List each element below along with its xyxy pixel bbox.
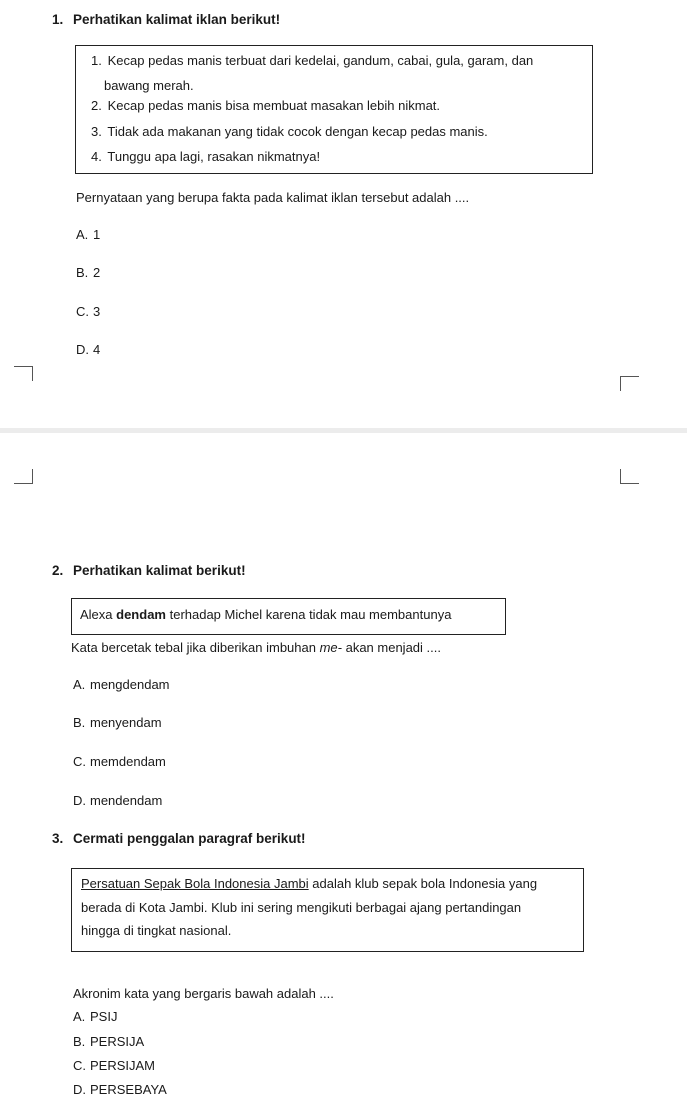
- q3-option-a[interactable]: A. PSIJ: [73, 1009, 118, 1024]
- q2-option-c[interactable]: C. memdendam: [73, 754, 166, 769]
- q1-item-3: 3. Tidak ada makanan yang tidak cocok dengan kecap pedas manis.: [91, 124, 488, 139]
- q1-option-c[interactable]: C. 3: [76, 304, 101, 319]
- q1-item-2: 2. Kecap pedas manis bisa membuat masakan lebih nikmat.: [91, 98, 441, 113]
- q1-item-4: 4. Tunggu apa lagi, rasakan nikmatnya!: [91, 149, 321, 164]
- q1-ad-box: [75, 45, 593, 174]
- q2-title-text: Perhatikan kalimat berikut!: [73, 563, 246, 578]
- q2-title: [52, 563, 246, 578]
- q3-question: Akronim kata yang bergaris bawah adalah ....: [73, 986, 334, 1001]
- q3-title-text: Cermati penggalan paragraf berikut!: [73, 831, 306, 846]
- q3-underlined-phrase: Persatuan Sepak Bola Indonesia Jambi: [81, 876, 309, 891]
- q1-item-3-text: Tidak ada makanan yang tidak cocok dengan kecap pedas manis.: [107, 124, 488, 139]
- q1-item-1-text: Kecap pedas manis terbuat dari kedelai, gandum, cabai, gula, garam, dan: [107, 53, 534, 68]
- q1-item-1: 1. Kecap pedas manis terbuat dari kedelai, gandum, cabai, gula, garam, dan: [91, 53, 534, 68]
- q2-option-d[interactable]: D. mendendam: [73, 793, 163, 808]
- q3-paragraph-box: [71, 868, 584, 952]
- q2-option-a[interactable]: A. mengdendam: [73, 677, 170, 692]
- q1-title-text: Perhatikan kalimat iklan berikut!: [73, 12, 281, 27]
- q1-item-1-cont: bawang merah.: [104, 78, 194, 93]
- crop-mark-top-right: [620, 376, 639, 391]
- q3-option-b[interactable]: B. PERSIJA: [73, 1034, 145, 1049]
- q3-number: 3.: [52, 831, 64, 846]
- q3-option-d[interactable]: D. PERSEBAYA: [73, 1082, 167, 1097]
- q3-para-line-3: hingga di tingkat nasional.: [81, 923, 232, 938]
- q1-option-a[interactable]: A. 1: [76, 227, 101, 242]
- q1-title: [52, 12, 280, 27]
- q1-question: Pernyataan yang berupa fakta pada kalimat iklan tersebut adalah ....: [76, 190, 470, 205]
- q2-option-b[interactable]: B. menyendam: [73, 715, 162, 730]
- q1-option-d[interactable]: D. 4: [76, 342, 101, 357]
- q1-item-2-text: Kecap pedas manis bisa membuat masakan lebih nikmat.: [107, 98, 441, 113]
- q1-item-4-text: Tunggu apa lagi, rasakan nikmatnya!: [107, 149, 321, 164]
- crop-mark-bottom-left: [14, 469, 33, 484]
- crop-mark-top-left: [14, 366, 33, 381]
- q3-para-line-2: berada di Kota Jambi. Klub ini sering mengikuti berbagai ajang pertandingan: [81, 900, 522, 915]
- q2-sentence: Alexa dendam terhadap Michel karena tidak mau membantunya: [80, 607, 452, 622]
- q2-bold-word: dendam: [116, 607, 166, 622]
- q2-question: Kata bercetak tebal jika diberikan imbuhan me- akan menjadi ....: [71, 640, 441, 655]
- crop-mark-bottom-right: [620, 469, 639, 484]
- q3-title: [52, 831, 306, 846]
- q2-number: 2.: [52, 563, 64, 578]
- q3-option-c[interactable]: C. PERSIJAM: [73, 1058, 156, 1073]
- q2-sentence-box: [71, 598, 506, 635]
- page-divider: [0, 428, 687, 433]
- q3-para-line-1: Persatuan Sepak Bola Indonesia Jambi adalah klub sepak bola Indonesia yang: [81, 876, 538, 891]
- q1-option-b[interactable]: B. 2: [76, 265, 101, 280]
- q1-number: 1.: [52, 12, 64, 27]
